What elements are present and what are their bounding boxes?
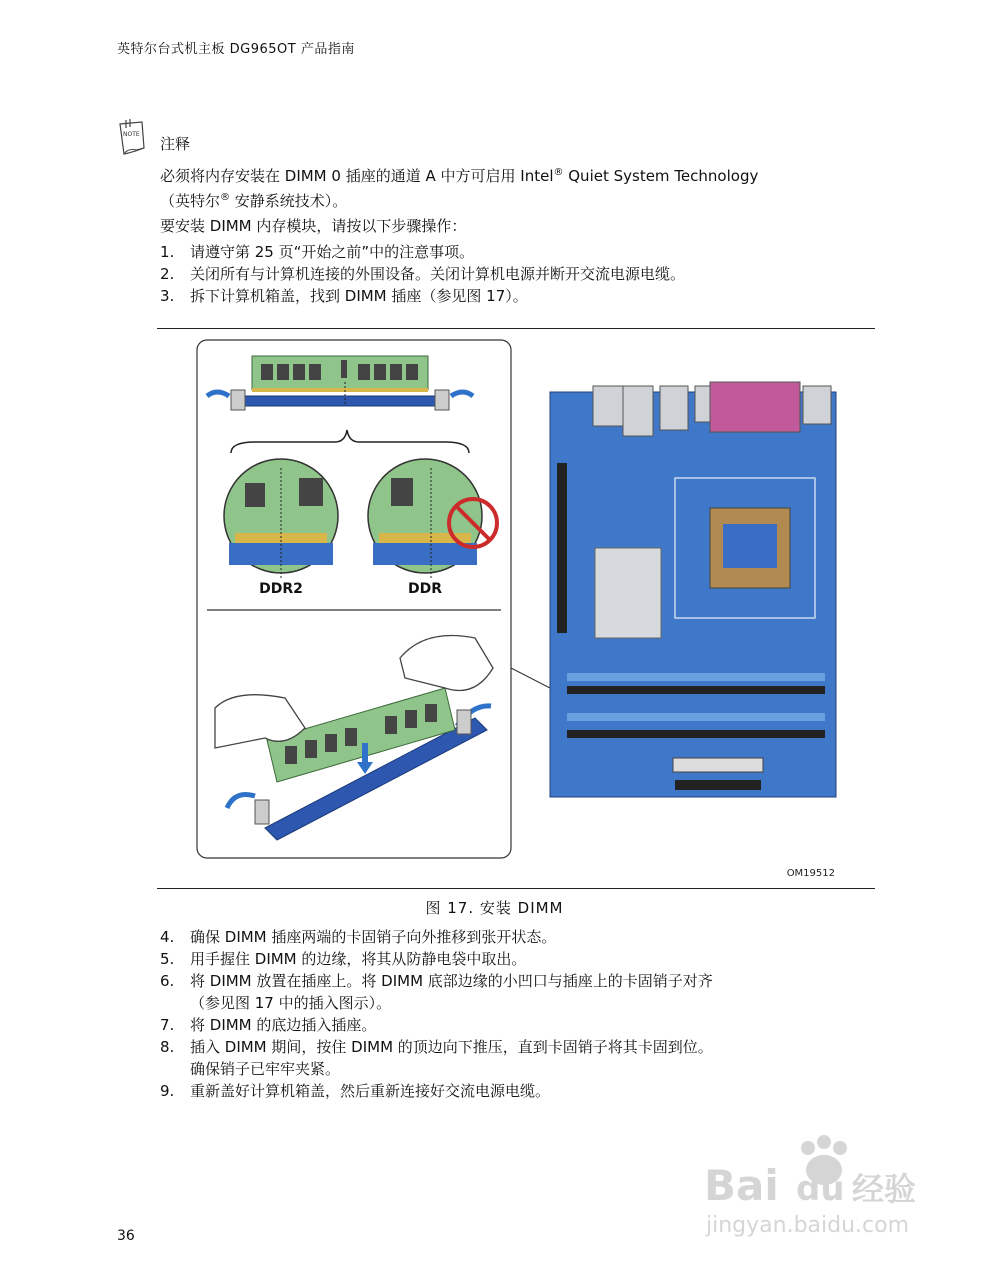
note-line-1 (160, 162, 860, 187)
figure-bottom-rule (157, 888, 875, 889)
step-item (160, 948, 860, 970)
step-number: 5. (160, 950, 175, 968)
step-number: 7. (160, 1016, 175, 1034)
watermark-cn: 经验 (852, 1170, 917, 1208)
step-text-continued: （参见图 17 中的插入图示）。 (190, 994, 392, 1012)
step-number: 6. (160, 972, 175, 990)
step-number: 2. (160, 265, 175, 283)
motherboard-illustration (550, 382, 836, 797)
note-text (160, 162, 860, 212)
figure-top-rule (157, 328, 875, 329)
step-number: 4. (160, 928, 175, 946)
steps-list-a (160, 241, 860, 307)
step-text: 确保 DIMM 插座两端的卡固销子向外推移到张开状态。 (190, 928, 557, 946)
intro-text: 要安装 DIMM 内存模块，请按以下步骤操作： (160, 217, 467, 235)
step-text: 重新盖好计算机箱盖，然后重新连接好交流电源电缆。 (190, 1082, 551, 1100)
label-ddr2: DDR2 (259, 581, 303, 597)
baidu-watermark (700, 1130, 940, 1250)
step-item (160, 970, 860, 1014)
note-label: 注释 (160, 135, 191, 153)
step-text: 关闭所有与计算机连接的外围设备。关闭计算机电源并断开交流电源电缆。 (190, 265, 686, 283)
step-text: 插入 DIMM 期间，按住 DIMM 的顶边向下推压，直到卡固销子将其卡固到位。 (190, 1038, 713, 1056)
step-number: 9. (160, 1082, 175, 1100)
step-text: 将 DIMM 放置在插座上。将 DIMM 底部边缘的小凹口与插座上的卡固销子对齐 (190, 972, 713, 990)
figure-id-label: OM19512 (786, 868, 835, 879)
watermark-url: jingyan.baidu.com (706, 1213, 910, 1238)
dimm-module-top (252, 356, 428, 392)
step-text: 拆下计算机箱盖，找到 DIMM 插座（参见图 17）。 (190, 287, 528, 305)
step-item (160, 926, 860, 948)
page-header: 英特尔台式机主板 DG965OT 产品指南 (117, 42, 355, 57)
step-item (160, 1014, 860, 1036)
note-line-2 (160, 187, 860, 212)
step-item (160, 1080, 860, 1102)
step-text-continued: 确保销子已牢牢夹紧。 (190, 1060, 341, 1078)
note-line-2-pre: （英特尔 (160, 192, 221, 210)
step-text: 用手握住 DIMM 的边缘，将其从防静电袋中取出。 (190, 950, 527, 968)
dimm-install-figure (195, 338, 840, 883)
step-item (160, 285, 860, 307)
step-number: 1. (160, 243, 175, 261)
step-text: 将 DIMM 的底边插入插座。 (190, 1016, 377, 1034)
note-icon (116, 118, 150, 158)
left-panel (197, 340, 511, 858)
page-number: 36 (117, 1228, 135, 1244)
step-number: 8. (160, 1038, 175, 1056)
note-icon-text: NOTE (123, 131, 140, 138)
steps-list-b (160, 926, 860, 1102)
figure-caption: 图 17. 安装 DIMM (425, 899, 564, 917)
step-text: 请遵守第 25 页“开始之前”中的注意事项。 (190, 243, 475, 261)
note-line-2-post: 安静系统技术）。 (230, 192, 348, 210)
label-ddr: DDR (407, 581, 443, 597)
note-line-1-pre: 必须将内存安装在 DIMM 0 插座的通道 A 中方可启用 Intel (160, 167, 554, 185)
watermark-brand-2: du (796, 1169, 845, 1209)
registered-mark: ® (553, 167, 564, 178)
step-number: 3. (160, 287, 175, 305)
step-item (160, 241, 860, 263)
watermark-brand: Bai (704, 1161, 779, 1210)
registered-mark-2: ® (220, 192, 231, 203)
step-item (160, 1036, 860, 1080)
note-line-1-post: Quiet System Technology (563, 167, 759, 185)
ddr2-magnifier (224, 459, 338, 578)
step-item (160, 263, 860, 285)
ddr-magnifier (368, 459, 482, 578)
